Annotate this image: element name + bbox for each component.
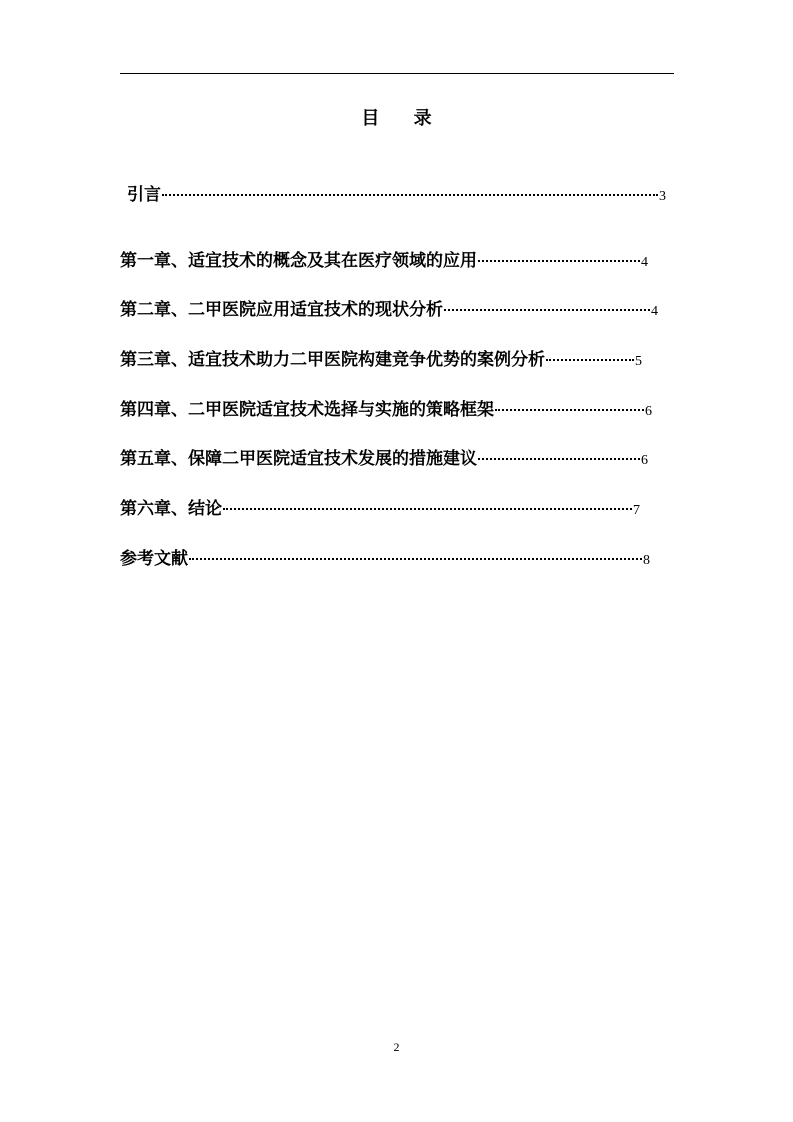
- dot-leader: [444, 309, 650, 311]
- toc-entry-chapter-5[interactable]: [120, 444, 648, 468]
- toc-entry-label: 引言: [127, 185, 161, 205]
- dot-leader: [223, 508, 632, 510]
- dot-leader: [478, 260, 640, 262]
- toc-title: 目 录: [361, 108, 446, 129]
- toc-entry-page: 3: [659, 189, 666, 204]
- toc-entry-page: 6: [645, 404, 652, 419]
- toc-entry-chapter-2[interactable]: [120, 295, 658, 319]
- toc-entry-label: 第六章、结论: [120, 499, 222, 519]
- toc-entry-chapter-1[interactable]: [120, 246, 648, 270]
- toc-entry-chapter-4[interactable]: [120, 395, 652, 419]
- dot-leader: [162, 194, 658, 196]
- toc-entry-chapter-3[interactable]: [120, 345, 642, 369]
- toc-entry-page: 4: [641, 255, 648, 270]
- header-rule: [120, 73, 674, 74]
- toc-entry-chapter-6[interactable]: [120, 494, 640, 518]
- toc-entry-page: 8: [643, 553, 650, 568]
- toc-entry-page: 4: [651, 304, 658, 319]
- toc-entry-label: 第二章、二甲医院应用适宜技术的现状分析: [120, 300, 443, 320]
- dot-leader: [546, 359, 634, 361]
- toc-entry-references[interactable]: [120, 544, 650, 568]
- toc-entry-page: 7: [633, 503, 640, 518]
- dot-leader: [189, 558, 642, 560]
- page-number: 2: [393, 1040, 400, 1054]
- toc-entry-page: 6: [641, 453, 648, 468]
- toc-entry-introduction[interactable]: [127, 180, 666, 204]
- dot-leader: [478, 458, 640, 460]
- toc-entry-label: 参考文献: [120, 549, 188, 569]
- toc-entry-label: 第四章、二甲医院适宜技术选择与实施的策略框架: [120, 400, 494, 420]
- dot-leader: [495, 409, 644, 411]
- toc-entry-page: 5: [635, 354, 642, 369]
- toc-entry-label: 第五章、保障二甲医院适宜技术发展的措施建议: [120, 449, 477, 469]
- toc-entry-label: 第一章、适宜技术的概念及其在医疗领域的应用: [120, 251, 477, 271]
- toc-entry-label: 第三章、适宜技术助力二甲医院构建竞争优势的案例分析: [120, 350, 545, 370]
